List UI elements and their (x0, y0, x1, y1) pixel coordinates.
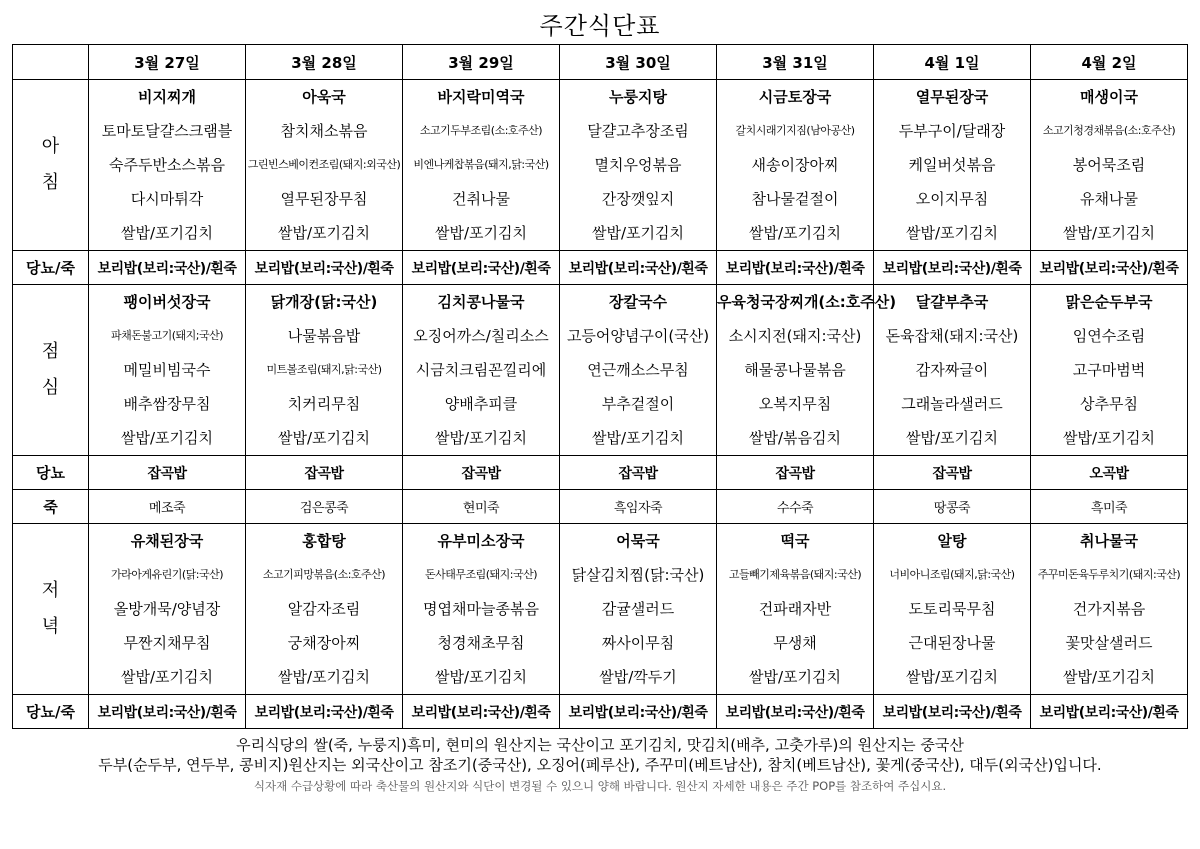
dinner-sub-cell: 보리밥(보리:국산)/흰죽 (874, 695, 1031, 729)
menu-item: 쌀밥/포기김치 (121, 668, 213, 686)
menu-item: 꽃맛살샐러드 (1065, 634, 1153, 652)
dinner-sub-cell: 보리밥(보리:국산)/흰죽 (1031, 695, 1188, 729)
main-dish: 열무된장국 (915, 88, 989, 106)
menu-item: 주꾸미돈육두루치기(돼지:국산) (1037, 568, 1181, 581)
menu-item: 쌀밥/포기김치 (592, 224, 684, 242)
menu-item: 쌀밥/포기김치 (749, 224, 841, 242)
disclaimer-note: 식자재 수급상황에 따라 축산물의 원산지와 식단이 변경될 수 있으니 양해 바랍니다. 원산지 자세한 내용은 주간 POP를 참조하여 주십시요. (253, 779, 947, 793)
corner-cell (13, 45, 89, 80)
menu-item: 오이지무침 (915, 190, 989, 208)
lunch-cell (874, 285, 1031, 456)
origin-note-line: 두부(순두부, 연두부, 콩비지)원산지는 외국산이고 참조기(중국산), 오징어(페루산), 주꾸미(베트남산), 참치(베트남산), 꽃게(중국산), 대두(외국산)입니다. (98, 756, 1102, 774)
menu-item: 쌀밥/깍두기 (599, 668, 677, 686)
menu-item: 두부구이/달래장 (898, 122, 1006, 140)
breakfast-sub-cell: 보리밥(보리:국산)/흰죽 (874, 251, 1031, 285)
lunch-porridge-row (13, 490, 1188, 524)
breakfast-sub-cell: 보리밥(보리:국산)/흰죽 (1031, 251, 1188, 285)
menu-item: 쌀밥/포기김치 (1063, 668, 1155, 686)
dinner-sub-cell: 보리밥(보리:국산)/흰죽 (403, 695, 560, 729)
date-header-row (13, 45, 1188, 80)
breakfast-sub-row (13, 251, 1188, 285)
menu-item: 쌀밥/포기김치 (435, 224, 527, 242)
weekly-menu-table (12, 44, 1188, 729)
menu-item: 건파래자반 (758, 600, 832, 618)
main-dish: 달걀부추국 (915, 293, 989, 311)
lunch-porridge-cell: 흑미죽 (1031, 490, 1188, 524)
menu-item: 닭살김치찜(닭:국산) (571, 566, 705, 584)
date-header: 3월 31일 (717, 45, 874, 80)
menu-item: 돈사태무조림(돼지:국산) (424, 568, 538, 581)
menu-item: 그래놀라샐러드 (901, 395, 1003, 413)
menu-item: 궁채장아찌 (287, 634, 361, 652)
breakfast-sub-cell: 보리밥(보리:국산)/흰죽 (560, 251, 717, 285)
menu-item: 쌀밥/포기김치 (749, 668, 841, 686)
main-dish: 비지찌개 (138, 88, 196, 106)
breakfast-sub-cell: 보리밥(보리:국산)/흰죽 (246, 251, 403, 285)
lunch-cell (246, 285, 403, 456)
lunch-porridge-cell: 수수죽 (717, 490, 874, 524)
menu-item: 메밀비빔국수 (123, 361, 211, 379)
menu-item: 쌀밥/포기김치 (278, 668, 370, 686)
main-dish: 시금토장국 (758, 88, 832, 106)
menu-item: 돈육잡채(돼지:국산) (885, 327, 1019, 345)
lunch-cell (560, 285, 717, 456)
menu-item: 알감자조림 (287, 600, 361, 618)
menu-item: 연근깨소스무침 (587, 361, 689, 379)
menu-item: 열무된장무침 (280, 190, 368, 208)
menu-item: 쌀밥/포기김치 (906, 224, 998, 242)
menu-item: 부추겉절이 (601, 395, 675, 413)
breakfast-row (13, 80, 1188, 251)
menu-item: 건취나물 (452, 190, 510, 208)
menu-item: 상추무침 (1080, 395, 1138, 413)
dinner-cell (89, 524, 246, 695)
menu-item: 청경채초무침 (437, 634, 525, 652)
dinner-sub-cell: 보리밥(보리:국산)/흰죽 (89, 695, 246, 729)
dinner-sub-row (13, 695, 1188, 729)
menu-item: 명엽채마늘종볶음 (423, 600, 539, 618)
main-dish: 장칼국수 (609, 293, 667, 311)
menu-item: 파채돈불고기(돼지;국산) (110, 329, 224, 342)
menu-item: 다시마튀각 (130, 190, 204, 208)
date-header: 4월 2일 (1031, 45, 1188, 80)
breakfast-sub-label: 당뇨/죽 (13, 251, 89, 285)
menu-item: 오복지무침 (758, 395, 832, 413)
lunch-porridge-cell: 흑임자죽 (560, 490, 717, 524)
menu-item: 그린빈스베이컨조림(돼지:외국산) (247, 158, 401, 171)
menu-item: 토마토달걀스크램블 (101, 122, 233, 140)
menu-item: 쌀밥/포기김치 (1063, 224, 1155, 242)
menu-item: 치커리무침 (287, 395, 361, 413)
dinner-cell (717, 524, 874, 695)
menu-item: 임연수조림 (1072, 327, 1146, 345)
lunch-diabetes-label: 당뇨 (13, 456, 89, 490)
breakfast-cell (874, 80, 1031, 251)
menu-item: 쌀밥/포기김치 (435, 668, 527, 686)
page-title: 주간식단표 (539, 12, 661, 40)
lunch-diabetes-row (13, 456, 1188, 490)
menu-item: 짜사이무침 (601, 634, 675, 652)
menu-item: 해물콩나물볶음 (744, 361, 846, 379)
menu-item: 가라아게유린기(닭:국산) (110, 568, 224, 581)
dinner-sub-label: 당뇨/죽 (13, 695, 89, 729)
menu-item: 비엔나케찹볶음(돼지,닭:국산) (413, 158, 549, 171)
lunch-diabetes-cell: 잡곡밥 (89, 456, 246, 490)
dinner-cell (246, 524, 403, 695)
main-dish: 어묵국 (616, 532, 660, 550)
main-dish: 김치콩나물국 (437, 293, 525, 311)
lunch-cell (89, 285, 246, 456)
lunch-diabetes-cell: 잡곡밥 (246, 456, 403, 490)
menu-item: 쌀밥/포기김치 (121, 224, 213, 242)
lunch-cell (403, 285, 560, 456)
breakfast-cell (1031, 80, 1188, 251)
menu-item: 올방개묵/양념장 (113, 600, 221, 618)
dinner-cell (403, 524, 560, 695)
lunch-diabetes-cell: 잡곡밥 (717, 456, 874, 490)
dinner-cell (560, 524, 717, 695)
lunch-diabetes-cell: 오곡밥 (1031, 456, 1188, 490)
lunch-diabetes-cell: 잡곡밥 (874, 456, 1031, 490)
main-dish: 닭개장(닭:국산) (270, 293, 378, 311)
menu-item: 숙주두반소스볶음 (109, 156, 225, 174)
menu-item: 근대된장나물 (908, 634, 996, 652)
menu-item: 케일버섯볶음 (908, 156, 996, 174)
lunch-diabetes-cell: 잡곡밥 (403, 456, 560, 490)
menu-item: 나물볶음밥 (287, 327, 361, 345)
main-dish: 아욱국 (302, 88, 346, 106)
menu-item: 새송이장아찌 (751, 156, 839, 174)
main-dish: 알탕 (937, 532, 967, 550)
dinner-cell (1031, 524, 1188, 695)
menu-item: 배추쌈장무침 (123, 395, 211, 413)
menu-item: 소고기피망볶음(소:호주산) (262, 568, 386, 581)
main-dish: 홍합탕 (302, 532, 346, 550)
lunch-label: 점 심 (13, 285, 89, 456)
menu-item: 양배추피클 (444, 395, 518, 413)
breakfast-cell (246, 80, 403, 251)
menu-item: 소고기두부조림(소:호주산) (419, 124, 543, 137)
menu-item: 쌀밥/포기김치 (906, 668, 998, 686)
lunch-row (13, 285, 1188, 456)
date-header: 3월 29일 (403, 45, 560, 80)
menu-item: 쌀밥/포기김치 (1063, 429, 1155, 447)
menu-item: 오징어까스/칠리소스 (413, 327, 549, 345)
menu-item: 너비아니조림(돼지,닭:국산) (889, 568, 1015, 581)
breakfast-cell (560, 80, 717, 251)
menu-item: 무생채 (773, 634, 817, 652)
dinner-sub-cell: 보리밥(보리:국산)/흰죽 (246, 695, 403, 729)
menu-item: 시금치크림꼰낄리에 (415, 361, 547, 379)
menu-item: 소시지전(돼지:국산) (728, 327, 862, 345)
menu-item: 참나물겉절이 (751, 190, 839, 208)
dinner-cell (874, 524, 1031, 695)
main-dish: 떡국 (780, 532, 810, 550)
breakfast-cell (403, 80, 560, 251)
menu-item: 무짠지채무침 (123, 634, 211, 652)
breakfast-sub-cell: 보리밥(보리:국산)/흰죽 (717, 251, 874, 285)
lunch-cell (717, 285, 897, 456)
breakfast-cell (89, 80, 246, 251)
main-dish: 우육청국장찌개(소:호주산) (717, 293, 897, 311)
menu-item: 달걀고추장조림 (587, 122, 689, 140)
menu-item: 감귤샐러드 (601, 600, 675, 618)
main-dish: 누룽지탕 (609, 88, 667, 106)
menu-item: 쌀밥/포기김치 (906, 429, 998, 447)
dinner-label: 저 녁 (13, 524, 89, 695)
lunch-porridge-cell: 현미죽 (403, 490, 560, 524)
menu-item: 쌀밥/포기김치 (435, 429, 527, 447)
menu-item: 유채나물 (1080, 190, 1138, 208)
date-header: 3월 30일 (560, 45, 717, 80)
menu-item: 참치채소볶음 (280, 122, 368, 140)
main-dish: 바지락미역국 (437, 88, 525, 106)
menu-item: 소고기청경채볶음(소:호주산) (1042, 124, 1176, 137)
breakfast-label: 아 침 (13, 80, 89, 251)
menu-item: 멸치우엉볶음 (594, 156, 682, 174)
lunch-cell (1031, 285, 1188, 456)
menu-item: 쌀밥/볶음김치 (749, 429, 841, 447)
breakfast-sub-cell: 보리밥(보리:국산)/흰죽 (89, 251, 246, 285)
menu-item: 갈치시래기지짐(남아공산) (735, 124, 855, 137)
main-dish: 취나물국 (1080, 532, 1138, 550)
main-dish: 유부미소장국 (437, 532, 525, 550)
menu-item: 고들빼기제육볶음(돼지:국산) (728, 568, 862, 581)
menu-item: 쌀밥/포기김치 (278, 429, 370, 447)
date-header: 3월 28일 (246, 45, 403, 80)
dinner-sub-cell: 보리밥(보리:국산)/흰죽 (717, 695, 874, 729)
menu-item: 봉어묵조림 (1072, 156, 1146, 174)
lunch-porridge-label: 죽 (13, 490, 89, 524)
menu-item: 미트볼조림(돼지,닭:국산) (266, 363, 382, 376)
date-header: 4월 1일 (874, 45, 1031, 80)
menu-item: 쌀밥/포기김치 (592, 429, 684, 447)
dinner-row (13, 524, 1188, 695)
origin-note-line: 우리식당의 쌀(죽, 누룽지)흑미, 현미의 원산지는 국산이고 포기김치, 맛김치(배추, 고춧가루)의 원산지는 중국산 (236, 736, 964, 754)
menu-item: 쌀밥/포기김치 (278, 224, 370, 242)
breakfast-sub-cell: 보리밥(보리:국산)/흰죽 (403, 251, 560, 285)
menu-item: 간장깻잎지 (601, 190, 675, 208)
main-dish: 팽이버섯장국 (123, 293, 211, 311)
breakfast-cell (717, 80, 874, 251)
main-dish: 유채된장국 (130, 532, 204, 550)
main-dish: 매생이국 (1080, 88, 1138, 106)
menu-item: 쌀밥/포기김치 (121, 429, 213, 447)
lunch-porridge-cell: 땅콩죽 (874, 490, 1031, 524)
menu-item: 고구마범벅 (1072, 361, 1146, 379)
menu-item: 건가지볶음 (1072, 600, 1146, 618)
origin-notes (0, 735, 1200, 795)
lunch-porridge-cell: 검은콩죽 (246, 490, 403, 524)
menu-item: 도토리묵무침 (908, 600, 996, 618)
menu-item: 감자짜글이 (915, 361, 989, 379)
main-dish: 맑은순두부국 (1065, 293, 1153, 311)
lunch-porridge-cell: 메조죽 (89, 490, 246, 524)
lunch-diabetes-cell: 잡곡밥 (560, 456, 717, 490)
date-header: 3월 27일 (89, 45, 246, 80)
menu-item: 고등어양념구이(국산) (566, 327, 710, 345)
dinner-sub-cell: 보리밥(보리:국산)/흰죽 (560, 695, 717, 729)
